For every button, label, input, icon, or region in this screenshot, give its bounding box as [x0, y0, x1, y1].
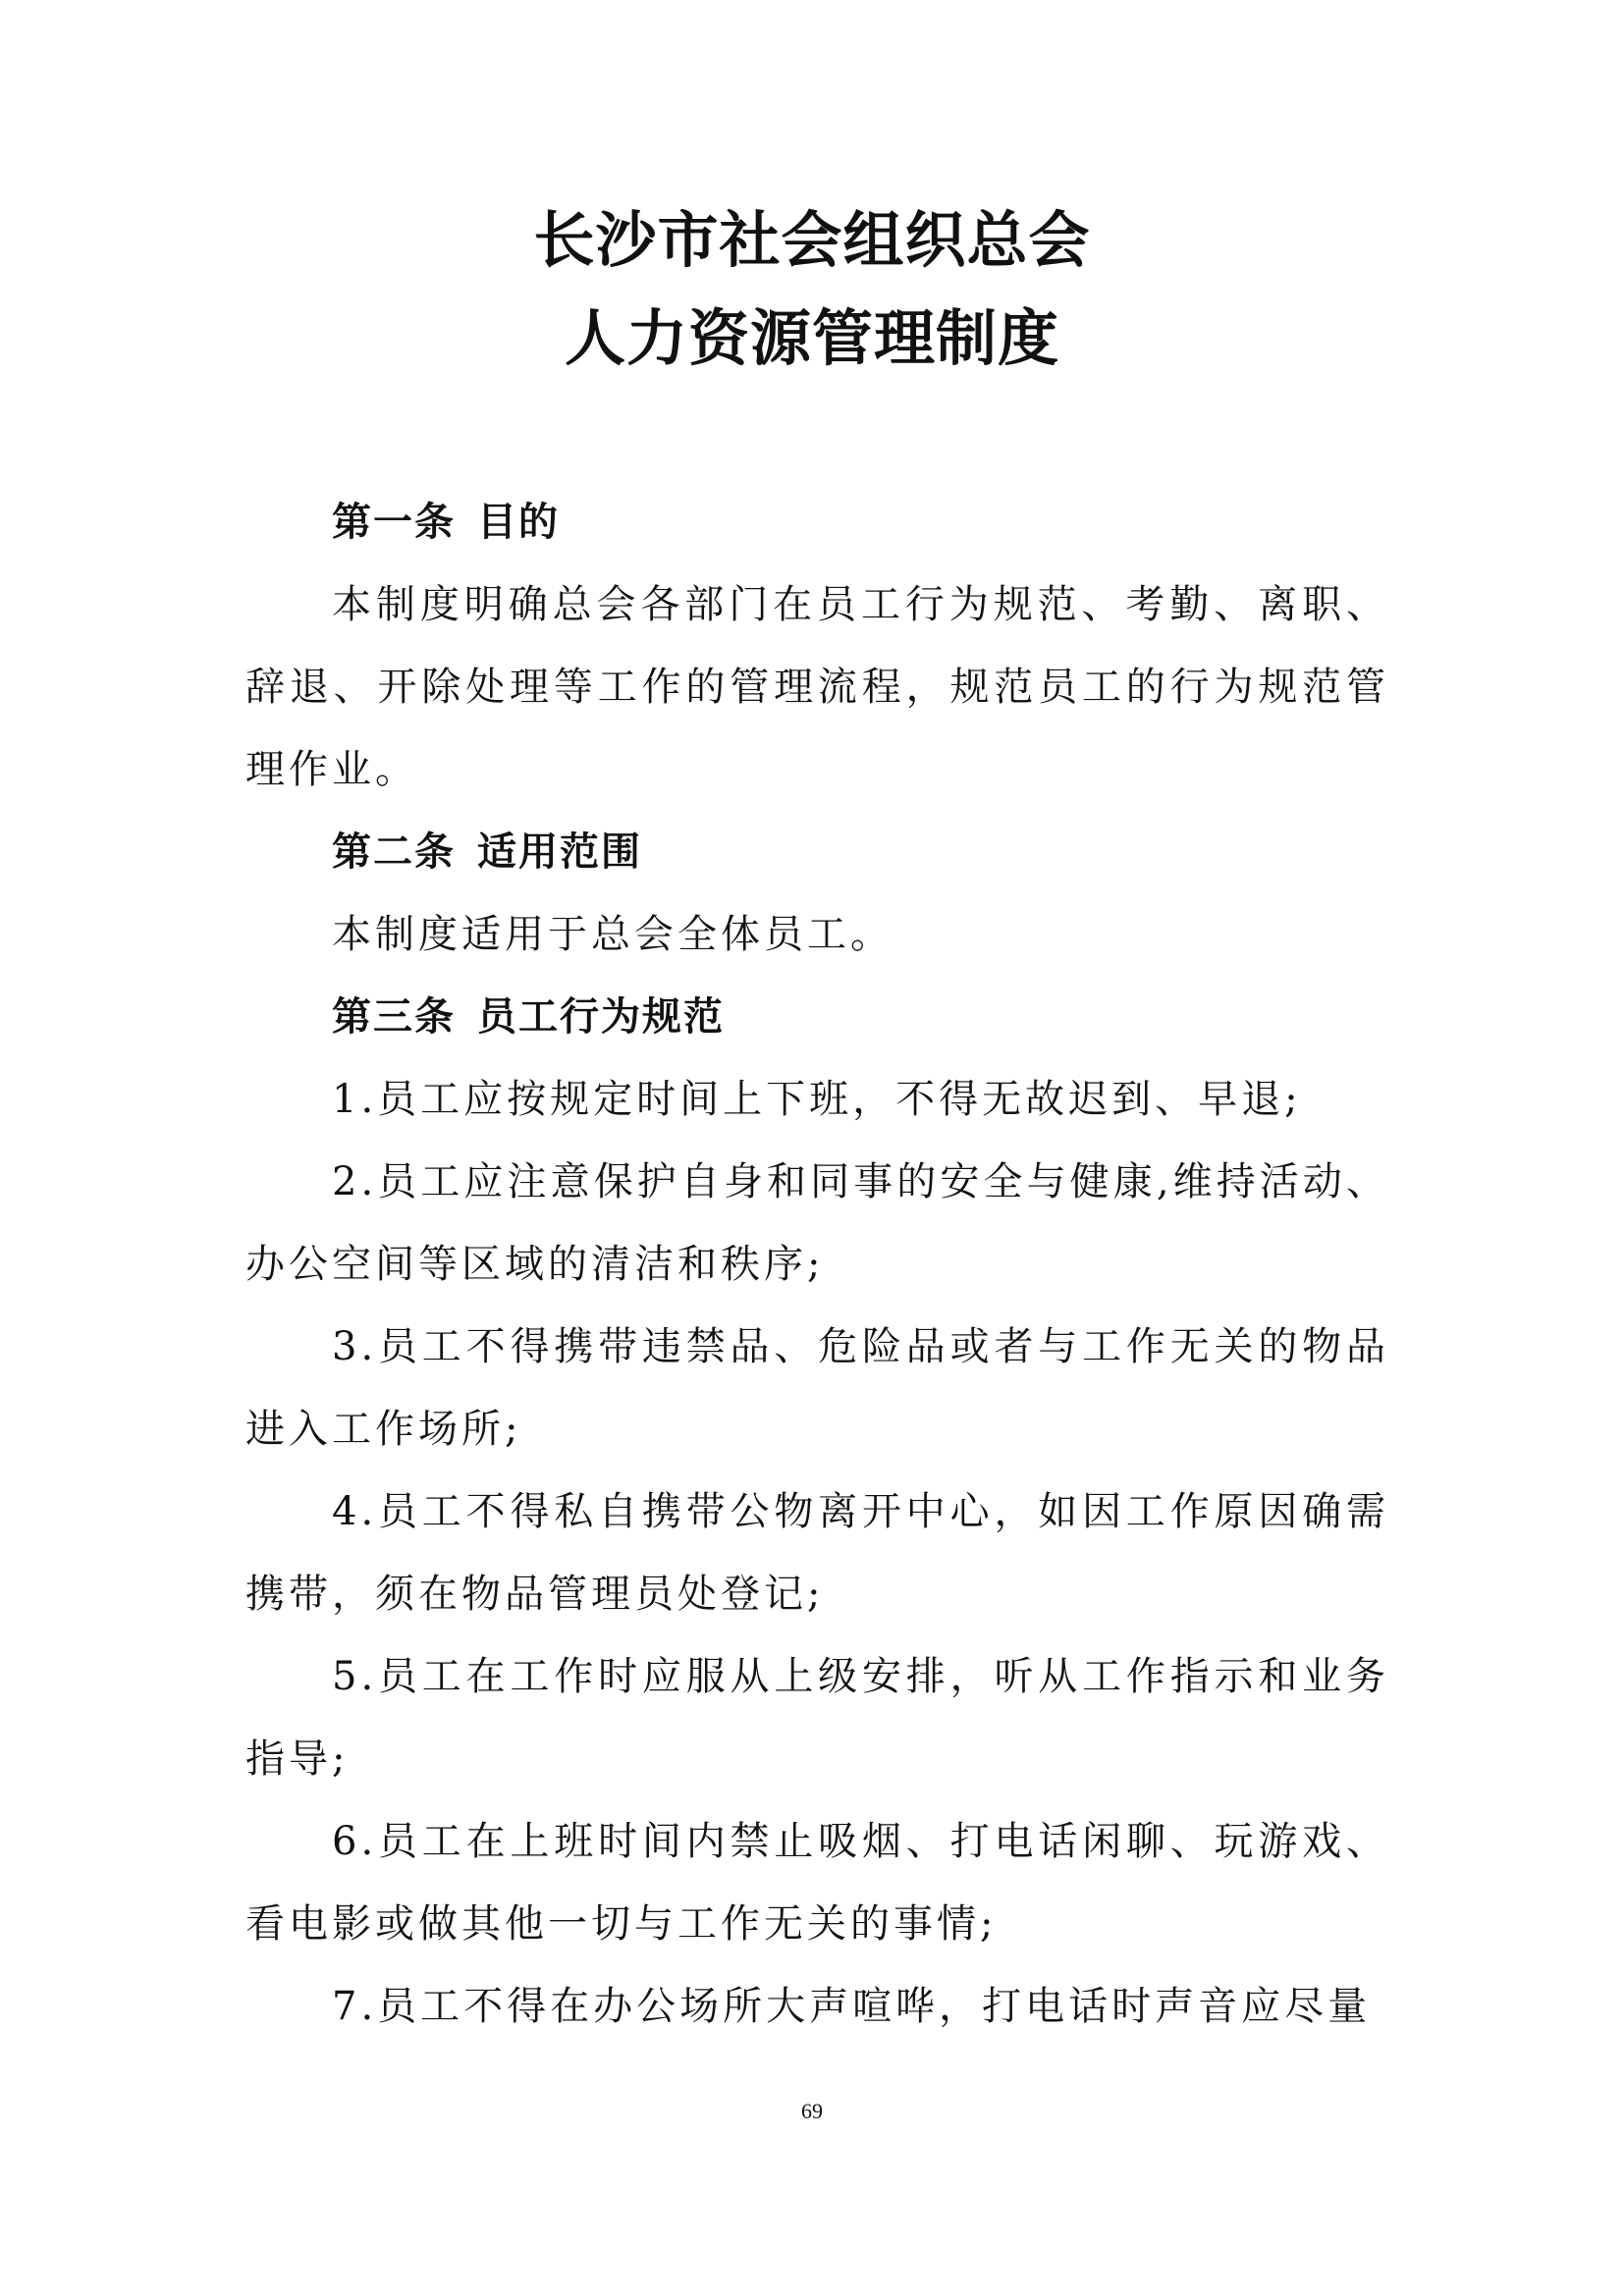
list-item: 5.员工在工作时应服从上级安排，听从工作指示和业务指导; — [245, 1654, 1389, 1782]
list-item: 7.员工不得在办公场所大声喧哗，打电话时声音应尽量 — [332, 1984, 1372, 2029]
paragraph: 本制度明确总会各部门在员工行为规范、考勤、离职、辞退、开除处理等工作的管理流程，规范员工的行为规范管理作业。 — [245, 582, 1389, 792]
section-heading-text: 目的 — [477, 500, 560, 545]
section-heading-text: 适用范围 — [477, 829, 642, 875]
list-item: 4.员工不得私自携带公物离开中心，如因工作原因确需携带，须在物品管理员处登记; — [245, 1489, 1389, 1617]
section-heading-text: 员工行为规范 — [477, 994, 725, 1040]
section-number: 第三条 — [332, 994, 456, 1040]
list-item: 2.员工应注意保护自身和同事的安全与健康,维持活动、办公空间等区域的清洁和秩序; — [245, 1159, 1389, 1287]
title-line-1: 长沙市社会组织总会 — [533, 204, 1091, 276]
list-item: 3.员工不得携带违禁品、危险品或者与工作无关的物品进入工作场所; — [245, 1324, 1389, 1452]
section-heading-1 — [245, 481, 1389, 563]
section-heading-3 — [245, 976, 1389, 1058]
page-number: 69 — [801, 2099, 823, 2123]
list-item: 1.员工应按规定时间上下班，不得无故迟到、早退; — [332, 1077, 1302, 1122]
document-title — [0, 191, 1624, 388]
section-number: 第二条 — [332, 829, 456, 875]
paragraph: 本制度适用于总会全体员工。 — [332, 912, 893, 957]
title-line-2: 人力资源管理制度 — [564, 302, 1059, 374]
section-heading-2 — [245, 811, 1389, 893]
section-number: 第一条 — [332, 500, 456, 545]
document-body — [245, 481, 1389, 2048]
list-item: 6.员工在上班时间内禁止吸烟、打电话闲聊、玩游戏、看电影或做其他一切与工作无关的事情; — [245, 1819, 1389, 1947]
